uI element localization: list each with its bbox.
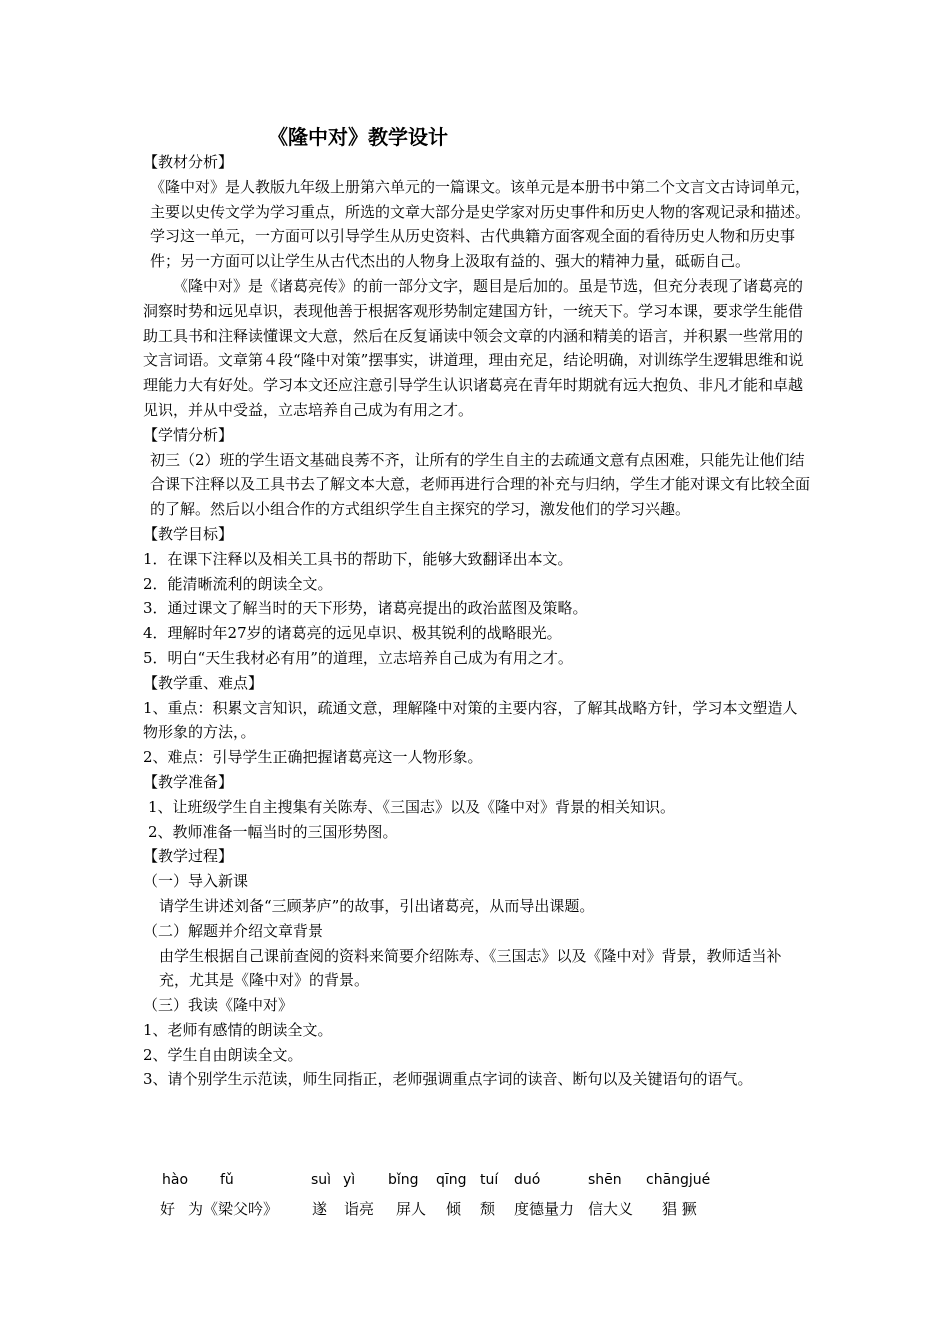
hanzi: 颓 — [480, 1200, 496, 1218]
list-item: 2．能清晰流利的朗读全文。 — [143, 574, 333, 593]
list-item: 3、请个别学生示范读，师生同指正，老师强调重点字词的读音、断句以及关键语句的语气。 — [143, 1070, 753, 1089]
pinyin: tuí — [480, 1172, 499, 1188]
hanzi: 诣亮 — [344, 1200, 375, 1218]
section-heading-material: 【教材分析】 — [143, 153, 234, 171]
list-item: 4．理解时年27岁的诸葛亮的远见卓识、极其锐利的战略眼光。 — [143, 624, 562, 643]
hanzi: 猖 獗 — [662, 1200, 697, 1218]
pinyin: shēn — [588, 1172, 622, 1188]
section-heading-goals: 【教学目标】 — [143, 524, 234, 543]
section-heading-students: 【学情分析】 — [143, 425, 234, 444]
hanzi: 好 — [160, 1200, 176, 1218]
document-body — [143, 150, 811, 1092]
list-item: 5．明白“天生我材必有用”的道理，立志培养自己成为有用之才。 — [143, 648, 573, 667]
list-item: 2、学生自由朗读全文。 — [143, 1045, 303, 1064]
list-item: 1、让班级学生自主搜集有关陈寿、《三国志》以及《隆中对》背景的相关知识。 — [148, 797, 676, 816]
section-heading-process: 【教学过程】 — [143, 847, 234, 866]
pinyin: duó — [514, 1172, 541, 1188]
list-item: 1、老师有感情的朗读全文。 — [143, 1020, 333, 1039]
hanzi: 遂 — [312, 1200, 328, 1218]
pinyin: bǐng — [388, 1172, 419, 1188]
document-title: 《隆中对》教学设计 — [268, 125, 448, 149]
paragraph: 由学生根据自己课前查阅的资料来简要介绍陈寿、《三国志》以及《隆中对》背景，教师适当补充，尤其是《隆中对》的背景。 — [159, 946, 782, 990]
subsection-title: （三）我读《隆中对》 — [143, 996, 294, 1015]
paragraph: 《隆中对》是人教版九年级上册第六单元的一篇课文。该单元是本册书中第二个文言文古诗词单元，主要以史传文学为学习重点，所选的文章大部分是史学家对历史事件和历史人物的客观记录和描述。学习这一单元，一方面可以引导学生从历史资料、古代典籍方面客观全面的看待历史人物和历史事件；另一方面可以让学生从古代杰出的人物身上汲取有益的、强大的精神力量，砥砺自己。 — [150, 177, 811, 271]
list-item: 1．在课下注释以及相关工具书的帮助下，能够大致翻译出本文。 — [143, 549, 573, 568]
subsection-title: （二）解题并介绍文章背景 — [143, 921, 324, 940]
pinyin: hào — [162, 1172, 189, 1188]
section-heading-prep: 【教学准备】 — [143, 772, 234, 791]
pinyin: yì — [343, 1172, 356, 1188]
hanzi: 倾 — [446, 1200, 462, 1218]
pinyin: suì — [311, 1172, 332, 1188]
paragraph: 《隆中对》是《诸葛亮传》的前一部分文字，题目是后加的。虽是节选，但充分表现了诸葛亮的洞察时势和远见卓识，表现他善于根据客观形势制定建国方针，一统天下。学习本课，要求学生能借助工具书和注释读懂课文大意，然后在反复诵读中领会文章的内涵和精美的语言，并积累一些常用的文言词语。文章第４段“隆中对策”摆事实，讲道理，理由充足，结论明确，对训练学生逻辑思维和说理能力大有好处。学习本文还应注意引导学生认识诸葛亮在青年时期就有远大抱负、非凡才能和卓越见识，并从中受益，立志培养自己成为有用之才。 — [143, 276, 804, 419]
hanzi: 屏人 — [396, 1200, 427, 1218]
pinyin: chāngjué — [646, 1172, 711, 1188]
hanzi: 度德量力 — [514, 1200, 575, 1218]
hanzi: 为《梁父吟》 — [188, 1200, 279, 1218]
list-item: 3．通过课文了解当时的天下形势，诸葛亮提出的政治蓝图及策略。 — [143, 599, 588, 618]
pinyin: fǔ — [220, 1172, 234, 1188]
hanzi: 信大义 — [588, 1200, 634, 1218]
paragraph: 初三（2）班的学生语文基础良莠不齐，让所有的学生自主的去疏通文意有点困难，只能先让他们结合课下注释以及工具书去了解文本大意，老师再进行合理的补充与归纳，学生才能对课文有比较全面的了解。然后以小组合作的方式组织学生自主探究的学习，激发他们的学习兴趣。 — [150, 450, 811, 519]
subsection-title: （一）导入新课 — [143, 872, 249, 891]
list-item: 2、教师准备一幅当时的三国形势图。 — [148, 822, 398, 841]
pronunciation-block — [160, 1172, 760, 1232]
list-item: 1、重点：积累文言知识，疏通文意，理解隆中对策的主要内容，了解其战略方针，学习本文塑造人物形象的方法，。 — [143, 698, 798, 742]
pinyin: qīng — [436, 1172, 467, 1188]
section-heading-keypoints: 【教学重、难点】 — [143, 673, 264, 692]
list-item: 2、难点：引导学生正确把握诸葛亮这一人物形象。 — [143, 748, 483, 767]
paragraph: 请学生讲述刘备“三顾茅庐”的故事，引出诸葛亮，从而导出课题。 — [159, 896, 595, 915]
